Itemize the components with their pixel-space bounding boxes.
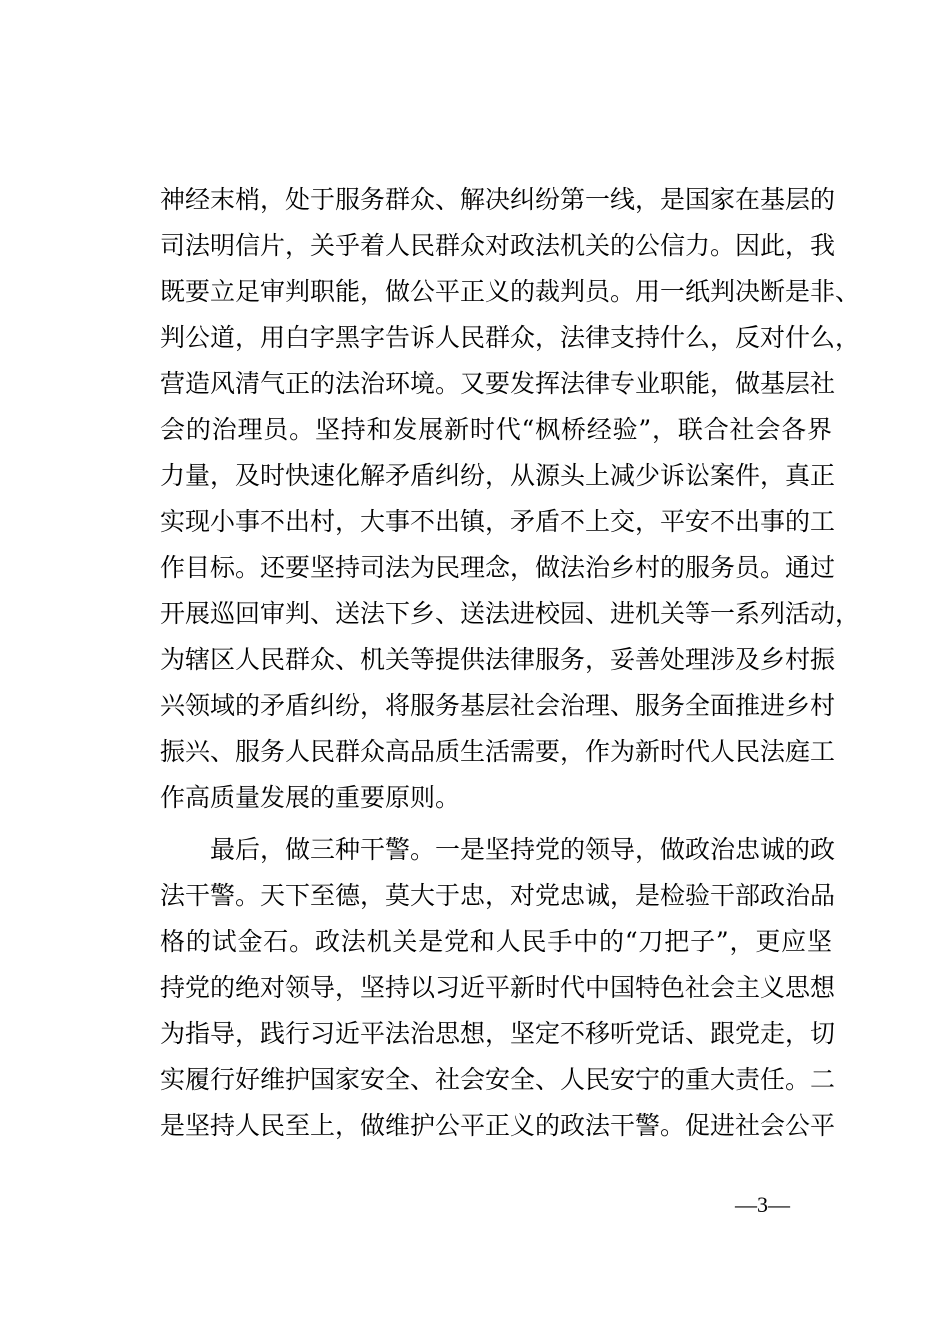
text-line: 司法明信片，关乎着人民群众对政法机关的公信力。因此，我	[160, 231, 836, 260]
text-line: 法干警。天下至德，莫大于忠，对党忠诚，是检验干部政治品	[160, 881, 836, 910]
text-line: 营造风清气正的法治环境。又要发挥法律专业职能，做基层社	[160, 369, 836, 398]
text-line: 力量，及时快速化解矛盾纠纷，从源头上减少诉讼案件，真正	[160, 461, 836, 490]
text-line: 实现小事不出村，大事不出镇，矛盾不上交，平安不出事的工	[160, 507, 836, 536]
text-line: 格的试金石。政法机关是党和人民手中的“刀把子”，更应坚	[160, 927, 832, 956]
paragraph-end-line: 作高质量发展的重要原则。	[160, 783, 461, 812]
text-line: 神经末梢，处于服务群众、解决纠纷第一线，是国家在基层的	[160, 185, 836, 214]
text-line: 实履行好维护国家安全、社会安全、人民安宁的重大责任。二	[160, 1065, 836, 1094]
text-line: 开展巡回审判、送法下乡、送法进校园、进机关等一系列活动，	[160, 599, 861, 628]
text-line: 判公道，用白字黑字告诉人民群众，法律支持什么，反对什么，	[160, 323, 861, 352]
paragraph-start-line: 最后，做三种干警。一是坚持党的领导，做政治忠诚的政	[160, 835, 836, 864]
text-line: 是坚持人民至上，做维护公平正义的政法干警。促进社会公平	[160, 1111, 836, 1140]
text-line: 持党的绝对领导，坚持以习近平新时代中国特色社会主义思想	[160, 973, 836, 1002]
text-line: 会的治理员。坚持和发展新时代“枫桥经验”，联合社会各界	[160, 415, 832, 444]
page-number: —3—	[735, 1192, 790, 1217]
text-line: 振兴、服务人民群众高品质生活需要，作为新时代人民法庭工	[160, 737, 836, 766]
text-line: 作目标。还要坚持司法为民理念，做法治乡村的服务员。通过	[160, 553, 836, 582]
text-line: 为辖区人民群众、机关等提供法律服务，妥善处理涉及乡村振	[160, 645, 836, 674]
text-line: 兴领域的矛盾纠纷，将服务基层社会治理、服务全面推进乡村	[160, 691, 836, 720]
text-line: 为指导，践行习近平法治思想，坚定不移听党话、跟党走，切	[160, 1019, 836, 1048]
text-line: 既要立足审判职能，做公平正义的裁判员。用一纸判决断是非、	[160, 277, 861, 306]
